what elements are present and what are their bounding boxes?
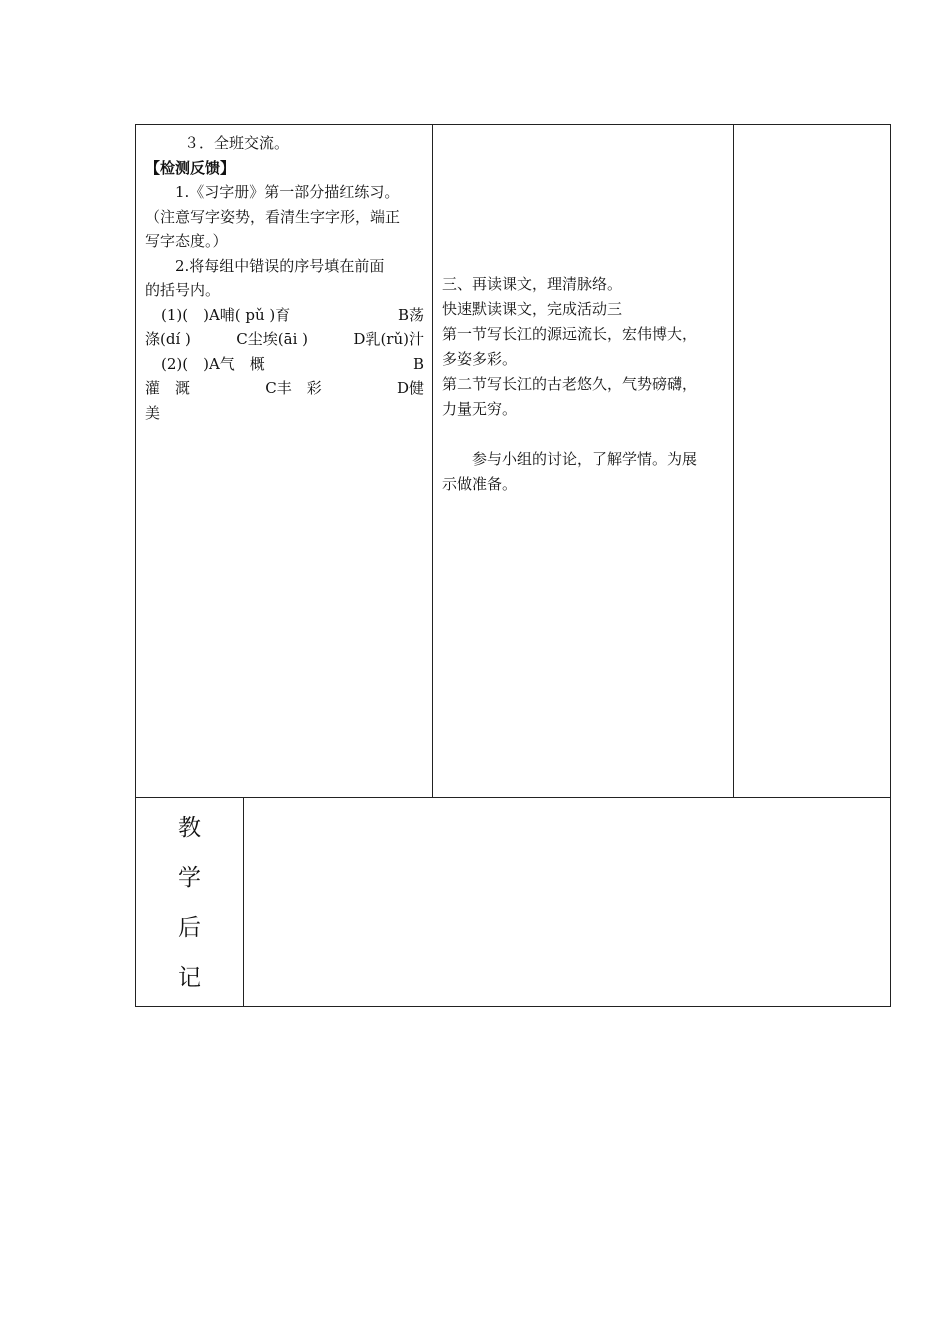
reflection-content-empty: [244, 798, 890, 1006]
label-char-3: 后: [178, 915, 201, 941]
q1-row1-b: B荡: [397, 305, 424, 324]
mid-line4: 多姿多彩。: [442, 350, 518, 368]
left-cell-teaching-process: [136, 125, 432, 797]
item1-line2: （注意写字姿势，看清生字字形，端正: [145, 207, 401, 226]
label-char-2: 学: [178, 865, 201, 891]
item2-line2: 的括号内。: [145, 281, 221, 299]
item2-line1: 2.将每组中错误的序号填在前面: [175, 256, 385, 275]
q2-row3: 美: [145, 403, 161, 422]
q1-row2-b: C尘埃(āi ): [236, 330, 308, 348]
lesson-table-reflection-row: [135, 797, 891, 1007]
label-char-1: 教: [178, 815, 201, 841]
q1-row2: [145, 327, 424, 352]
q1-row2-a: 涤(dí ): [145, 330, 191, 348]
item1-line3: 写字态度。）: [145, 232, 228, 250]
middle-cell-student-activity: [433, 125, 733, 797]
item1-line1: 1.《习字册》第一部分描红练习。: [175, 183, 400, 201]
reflection-label: [136, 798, 243, 1006]
q1-row2-c: D乳(rǔ)汁: [353, 330, 424, 348]
step3-text: ３．全班交流。: [184, 134, 290, 152]
q2-row2-b: C丰 彩: [265, 379, 322, 397]
q2-row1: [145, 352, 424, 377]
q2-row1-a: (2)( )A气 概: [161, 354, 265, 373]
mid-line6: 力量无穷。: [442, 400, 518, 418]
lesson-table-top: [135, 124, 891, 798]
q1-row1: [145, 303, 424, 328]
mid-line2: 快速默读课文，完成活动三: [442, 300, 623, 318]
mid-spacer: [442, 422, 725, 447]
q2-row2-a: 灌 溉: [145, 379, 191, 397]
section-title: 【检测反馈】: [145, 158, 236, 177]
mid-line7: 参与小组的讨论，了解学情。为展: [472, 450, 698, 468]
q2-row2-c: D健: [396, 379, 424, 397]
right-cell-empty: [734, 125, 890, 797]
mid-line1: 三、再读课文，理清脉络。: [442, 275, 623, 293]
mid-line8: 示做准备。: [442, 475, 518, 493]
label-char-4: 记: [178, 965, 201, 991]
mid-line3: 第一节写长江的源远流长，宏伟博大，: [442, 325, 698, 343]
q1-row1-a: (1)( )A哺( pǔ )育: [161, 305, 291, 324]
mid-line5: 第二节写长江的古老悠久，气势磅礴，: [442, 375, 698, 393]
q2-row2: [145, 376, 424, 401]
q2-row1-b: B: [412, 354, 424, 373]
